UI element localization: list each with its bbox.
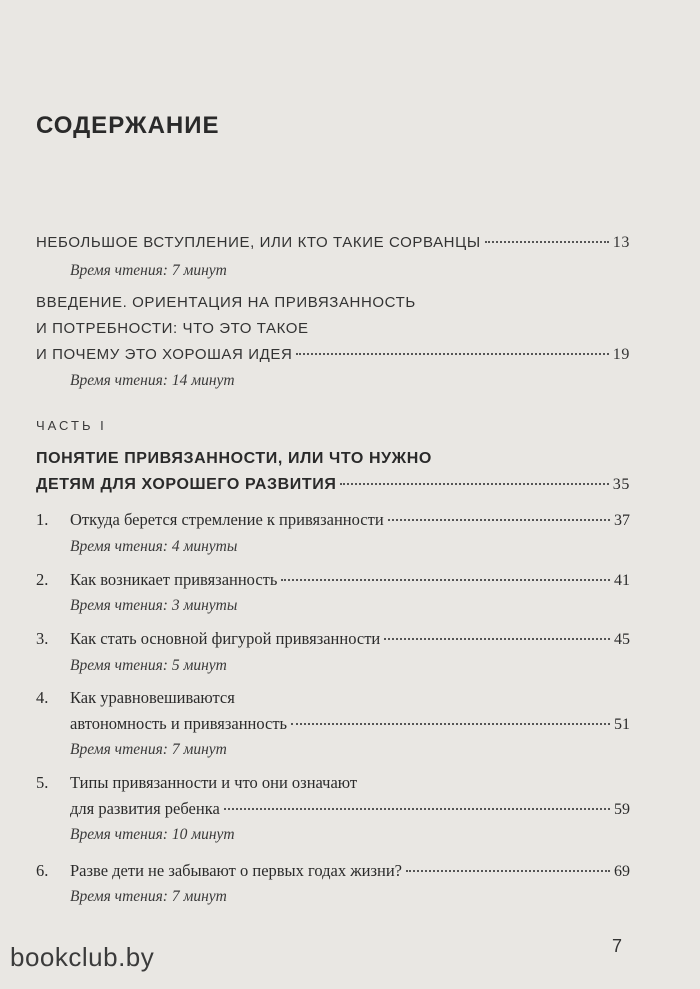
chapter-title: Как уравновешиваются: [70, 688, 235, 707]
chapter-title: Типы привязанности и что они означают: [70, 773, 358, 792]
toc-entry-page: 19: [612, 346, 630, 363]
part-title-line2: ДЕТЯМ ДЛЯ ХОРОШЕГО РАЗВИТИЯ: [36, 476, 337, 493]
toc-entry-title: И ПОЧЕМУ ЭТО ХОРОШАЯ ИДЕЯ: [36, 346, 293, 363]
chapter-page: 51: [614, 716, 630, 733]
reading-time: Время чтения: 10 минут: [70, 826, 235, 843]
toc-chapter-2: [36, 570, 630, 590]
chapter-title: Разве дети не забывают о первых годах жизни?: [70, 861, 402, 880]
dot-leader: [388, 519, 610, 521]
chapter-title-cont: для развития ребенка: [70, 799, 220, 818]
chapter-title: Как возникает привязанность: [70, 570, 278, 589]
part-title-line1: ПОНЯТИЕ ПРИВЯЗАННОСТИ, ИЛИ ЧТО НУЖНО: [36, 450, 432, 467]
chapter-title: Откуда берется стремление к привязанности: [70, 510, 384, 529]
reading-time: Время чтения: 4 минуты: [70, 538, 238, 555]
dot-leader: [281, 579, 610, 581]
dot-leader: [224, 808, 610, 810]
reading-time: Время чтения: 7 минут: [70, 741, 227, 758]
toc-chapter-4-line1: [36, 688, 235, 708]
dot-leader: [384, 638, 610, 640]
dot-leader: [485, 241, 609, 243]
toc-chapter-1: [36, 510, 630, 530]
chapter-number: 6.: [36, 861, 49, 880]
part-label: ЧАСТЬ I: [36, 418, 107, 433]
page-number: 7: [612, 936, 623, 956]
chapter-page: 45: [614, 631, 630, 648]
toc-entry-page: 13: [612, 234, 630, 251]
chapter-title-cont: автономность и привязанность: [70, 714, 288, 733]
toc-chapter-5-line1: [36, 773, 357, 793]
chapter-number: 5.: [36, 773, 49, 792]
watermark-logo: bookclub.by: [10, 942, 155, 972]
chapter-number: 1.: [36, 510, 49, 529]
toc-entry-page: 35: [612, 476, 630, 493]
toc-entry-title: НЕБОЛЬШОЕ ВСТУПЛЕНИЕ, ИЛИ КТО ТАКИЕ СОРВАНЦЫ: [36, 234, 481, 251]
toc-chapter-5: [70, 799, 630, 819]
chapter-page: 37: [614, 512, 630, 529]
chapter-number: 3.: [36, 629, 49, 648]
reading-time: Время чтения: 14 минут: [70, 372, 235, 389]
chapter-number: 2.: [36, 570, 49, 589]
page-title: СОДЕРЖАНИЕ: [36, 112, 220, 139]
chapter-page: 59: [614, 801, 630, 818]
toc-entry-intro: [36, 234, 630, 252]
chapter-page: 41: [614, 572, 630, 589]
toc-chapter-3: [36, 629, 630, 649]
chapter-page: 69: [614, 863, 630, 880]
dot-leader: [406, 870, 610, 872]
chapter-title: Как стать основной фигурой привязанности: [70, 629, 381, 648]
dot-leader: [296, 353, 608, 355]
chapter-number: 4.: [36, 688, 49, 707]
reading-time: Время чтения: 3 минуты: [70, 597, 238, 614]
reading-time: Время чтения: 5 минут: [70, 657, 227, 674]
toc-entry-introduction-line2: И ПОТРЕБНОСТИ: ЧТО ЭТО ТАКОЕ: [36, 320, 309, 337]
toc-entry-introduction: [36, 346, 630, 364]
reading-time: Время чтения: 7 минут: [70, 888, 227, 905]
dot-leader: [340, 483, 608, 485]
toc-chapter-6: [36, 861, 630, 881]
reading-time: Время чтения: 7 минут: [70, 262, 227, 279]
toc-chapter-4: [70, 714, 630, 734]
dot-leader: [291, 723, 610, 725]
toc-entry-part1: [36, 476, 630, 494]
toc-entry-introduction-line1: ВВЕДЕНИЕ. ОРИЕНТАЦИЯ НА ПРИВЯЗАННОСТЬ: [36, 294, 416, 311]
